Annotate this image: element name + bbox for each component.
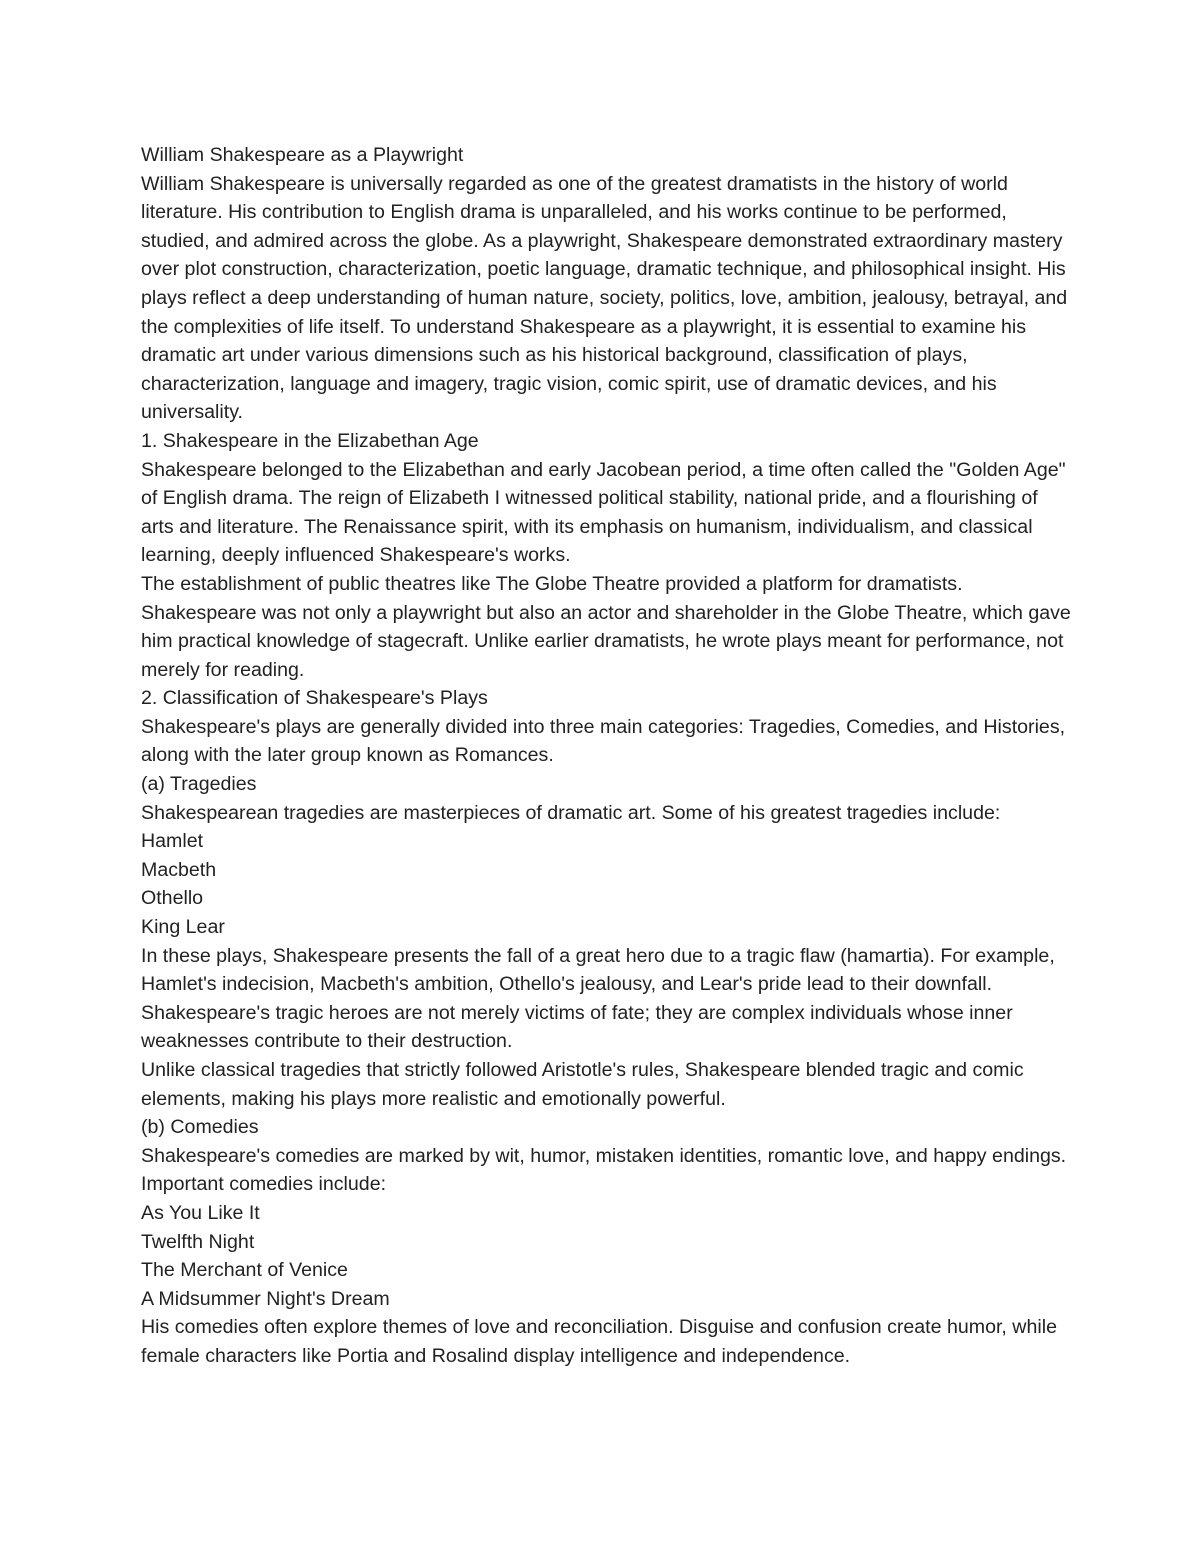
list-item: The Merchant of Venice <box>141 1259 348 1282</box>
list-item: King Lear <box>141 916 225 939</box>
intro-paragraph: William Shakespeare is universally regarded as one of the greatest dramatists in the history of world literature. His contribution to English drama is unparalleled, and his works continue to be performed, studied, and admired across the globe. As a playwright, Shakespeare demonstrated extraordinary mastery over plot construction, characterization, poetic language, dramatic technique, and philosophical insight. His plays reflect a deep understanding of human nature, society, politics, love, ambition, jealousy, betrayal, and the complexities of life itself. To understand Shakespeare as a playwright, it is essential to examine his dramatic art under various dimensions such as his historical background, classification of plays, characterization, language and imagery, tragic vision, comic spirit, use of dramatic devices, and his universality. <box>141 172 1073 424</box>
list-item: Hamlet <box>141 830 204 853</box>
paragraph: His comedies often explore themes of love and reconciliation. Disguise and confusion create humor, while female characters like Portia and Rosalind display intelligence and independence. <box>141 1316 1063 1367</box>
paragraph: Shakespeare's comedies are marked by wit, humor, mistaken identities, romantic love, and happy endings. Important comedies include: <box>141 1144 1072 1196</box>
subsection-heading: (a) Tragedies <box>141 773 257 796</box>
paragraph: In these plays, Shakespeare presents the fall of a great hero due to a tragic flaw (hamartia). For example, Hamlet's indecision, Macbeth's ambition, Othello's jealousy, and Lear's pride lead to their downfall. Shakespeare's tragic heroes are not merely victims of fate; they are complex individuals whose inner weaknesses contribute to their destruction. <box>141 944 1061 1053</box>
subsection-heading: (b) Comedies <box>141 1116 259 1139</box>
document-title: William Shakespeare as a Playwright <box>141 144 464 166</box>
paragraph: Shakespeare belonged to the Elizabethan and early Jacobean period, a time often called the "Golden Age" of English drama. The reign of Elizabeth I witnessed political stability, national pride, and a flourishing of arts and literature. The Renaissance spirit, with its emphasis on humanism, individualism, and classical learning, deeply influenced Shakespeare's works. <box>141 458 1072 567</box>
list-item: A Midsummer Night's Dream <box>141 1287 390 1310</box>
paragraph: The establishment of public theatres like The Globe Theatre provided a platform for dramatists. Shakespeare was not only a playwright but also an actor and shareholder in the Globe Theatre, which gave him practical knowledge of stagecraft. Unlike earlier dramatists, he wrote plays meant for performance, not merely for reading. <box>141 572 1077 681</box>
list-item: Macbeth <box>141 858 217 881</box>
section-heading: 1. Shakespeare in the Elizabethan Age <box>141 429 479 452</box>
paragraph: Shakespeare's plays are generally divided into three main categories: Tragedies, Comedies, and Histories, along with the later group known as Romances. <box>141 715 1071 767</box>
paragraph: Unlike classical tragedies that strictly followed Aristotle's rules, Shakespeare blended tragic and comic elements, making his plays more realistic and emotionally powerful. <box>141 1059 1030 1110</box>
list-item: Othello <box>141 887 204 910</box>
document-page <box>141 141 1077 1371</box>
paragraph: Shakespearean tragedies are masterpieces of dramatic art. Some of his greatest tragedies include: <box>141 801 1001 824</box>
section-heading: 2. Classification of Shakespeare's Plays <box>141 687 488 710</box>
list-item: Twelfth Night <box>141 1230 255 1253</box>
list-item: As You Like It <box>141 1201 260 1224</box>
